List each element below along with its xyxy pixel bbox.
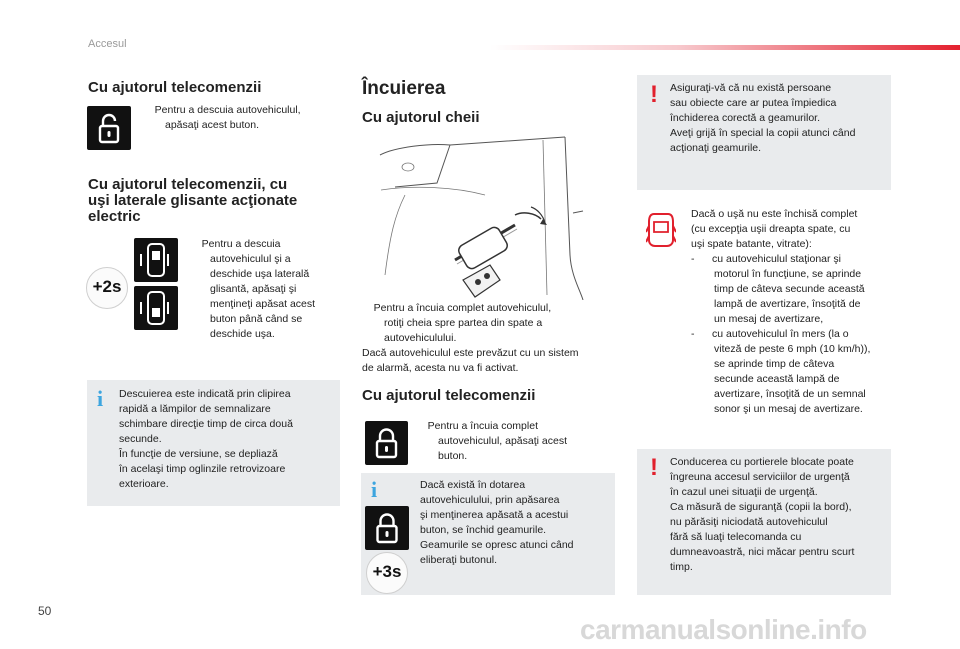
remote-locking-title: Cu ajutorul telecomenzii xyxy=(362,387,536,404)
unlock-info-box xyxy=(87,380,340,506)
window-close-info-text: Dacă există în dotarea autovehiculului, prin apăsarea şi menţinerea apăsată a acestui buton, se închid geamurile. Geamurile se opresc atunci când eliberaţi butonul. xyxy=(420,479,574,566)
remote-unlock-title: Cu ajutorul telecomenzii xyxy=(88,79,262,96)
unlock-button-image xyxy=(87,106,131,150)
window-warning-box xyxy=(637,75,891,190)
section-title: Accesul xyxy=(88,38,127,50)
lock-button-image xyxy=(365,506,409,550)
watermark: carmanualsonline.info xyxy=(580,614,867,645)
key-locking-title: Cu ajutorul cheii xyxy=(362,109,480,126)
info-icon: i xyxy=(371,477,378,502)
unlock-icon xyxy=(87,106,131,150)
locked-doors-warning-box xyxy=(637,449,891,595)
electric-doors-text: Pentru a descuia autovehiculul şi a deschide uşa laterală glisantă, apăsaţi şi menţineţi apăsat acest buton până când se deschide uşa. xyxy=(201,238,316,340)
electric-doors-title: Cu ajutorul telecomenzii, cu uşi laterale glisante acţionate electric xyxy=(88,176,298,225)
locked-doors-warning-text: Conducerea cu portierele blocate poate îngreuna accesul serviciilor de urgenţă în cazul unei situaţii de urgenţă. Ca măsură de siguranţă (copii la bord), nu părăsiţi niciodată autovehiculul fără să luaţi telecomanda cu dumneavoastră, nici măcar pentru scurt timp. xyxy=(670,456,855,573)
window-warning-text: Asiguraţi-vă că nu există persoane sau obiecte care ar putea împiedica închiderea corectă a geamurilor. Aveţi grijă în special la copii atunci când acţionaţi geamurile. xyxy=(670,82,856,154)
sliding-door-icon xyxy=(134,286,178,330)
remote-unlock-text: Pentru a descuia autovehiculul, apăsaţi acest buton. xyxy=(154,104,301,131)
door-open-warning-lamp xyxy=(646,210,676,250)
locking-title: Încuierea xyxy=(362,78,446,99)
page-number: 50 xyxy=(38,604,52,618)
hold-2s-badge: +2s xyxy=(86,267,128,309)
unlock-info-text: Descuierea este indicată prin clipirea rapidă a lămpilor de semnalizare schimbare direcţie timp de circa două secunde. În funcţie de versiune, se depliază în acelaşi timp oglinzile retrovizoare exterioare. xyxy=(119,388,293,490)
sliding-door-icon xyxy=(134,238,178,282)
hold-3s-badge: +3s xyxy=(366,552,408,594)
info-icon: i xyxy=(97,386,104,411)
window-close-info-box xyxy=(361,473,615,595)
remote-locking-text: Pentru a încuia complet autovehiculul, apăsaţi acest buton. xyxy=(427,420,567,462)
lock-button-image xyxy=(365,421,408,465)
lock-icon xyxy=(365,506,409,550)
door-open-icon xyxy=(646,210,676,250)
key-illustration xyxy=(375,135,585,300)
sliding-door-unlock-button-1 xyxy=(134,238,178,282)
sliding-door-unlock-button-2 xyxy=(134,286,178,330)
door-warning-text: Dacă o uşă nu este închisă complet (cu excepţia uşii dreapta spate, cu uşi spate batante, vitrate): - cu autovehiculul staţionar şi motorul în funcţiune, se aprinde timp de câteva secunde această lampă de avertizare, însoţită de un mesaj de avertizare, - cu autovehiculul în mers (la o viteză de peste 6 mph (10 km/h)), se aprinde timp de câteva secunde această lampă de avertizare, însoţită de un semnal sonor şi un mesaj de avertizare. xyxy=(691,208,871,415)
header-accent-bar xyxy=(490,45,960,50)
lock-icon xyxy=(365,421,408,465)
key-locking-text: Pentru a încuia complet autovehiculul, rotiţi cheia spre partea din spate a autovehiculului. Dacă autovehiculul este prevăzut cu un sistem de alarmă, acesta nu va fi activat. xyxy=(362,302,579,374)
warning-icon: ! xyxy=(650,454,658,481)
warning-icon: ! xyxy=(650,81,658,108)
vehicle-door-key-drawing xyxy=(375,135,585,300)
